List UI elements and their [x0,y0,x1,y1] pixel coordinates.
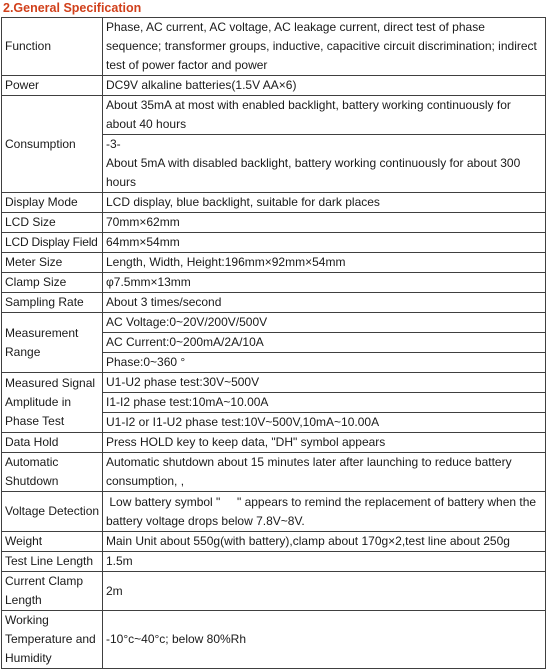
table-row [2,373,546,393]
spec-label: Consumption [2,96,103,193]
spec-value: LCD display, blue backlight, suitable for dark places [103,193,546,213]
spec-label: Current Clamp Length [2,572,103,611]
spec-value: U1-U2 phase test:30V~500V [103,373,546,393]
spec-label: Sampling Rate [2,293,103,313]
spec-label: LCD Display Field [2,233,103,253]
spec-label: Measured Signal Amplitude in Phase Test [2,373,103,433]
table-row [2,96,546,135]
spec-value: AC Current:0~200mA/2A/10A [103,333,546,353]
spec-value: DC9V alkaline batteries(1.5V AA×6) [103,76,546,96]
table-row [2,193,546,213]
table-row [2,313,546,333]
spec-value: 2m [103,572,546,611]
table-row [2,253,546,273]
spec-value: Phase:0~360 ° [103,353,546,373]
spec-value: Press HOLD key to keep data, "DH" symbol appears [103,433,546,453]
table-row [2,18,546,76]
spec-label: Weight [2,532,103,552]
spec-label: Voltage Detection [2,492,103,532]
spec-value: -10°c~40°c; below 80%Rh [103,611,546,669]
table-row [2,492,546,532]
table-row [2,293,546,313]
table-row [2,233,546,253]
table-row [2,273,546,293]
spec-value: Length, Width, Height:196mm×92mm×54mm [103,253,546,273]
spec-value: φ7.5mm×13mm [103,273,546,293]
spec-value: Low battery symbol " " appears to remind the replacement of battery when the battery voltage drops below 7.8V~8V. [103,492,546,532]
spec-label: Clamp Size [2,273,103,293]
spec-label: Working Temperature and Humidity [2,611,103,669]
spec-value: U1-I2 or I1-U2 phase test:10V~500V,10mA~10.00A [103,413,546,433]
spec-label: Display Mode [2,193,103,213]
spec-value: I1-I2 phase test:10mA~10.00A [103,393,546,413]
specification-table [1,17,546,669]
table-row [2,552,546,572]
spec-label: Power [2,76,103,96]
spec-value: Phase, AC current, AC voltage, AC leakage current, direct test of phase sequence; transformer groups, inductive, capacitive circuit discrimination; indirect test of power factor and power [103,18,546,76]
spec-label: Test Line Length [2,552,103,572]
spec-value: 1.5m [103,552,546,572]
table-row [2,433,546,453]
table-row [2,453,546,492]
spec-value: 70mm×62mm [103,213,546,233]
spec-label: LCD Size [2,213,103,233]
table-row [2,76,546,96]
table-row [2,213,546,233]
table-row [2,611,546,669]
spec-value: -3- About 5mA with disabled backlight, battery working continuously for about 300 hours [103,135,546,193]
spec-label: Measurement Range [2,313,103,373]
spec-value: Automatic shutdown about 15 minutes later after launching to reduce battery consumption, , [103,453,546,492]
spec-value: 64mm×54mm [103,233,546,253]
spec-value: AC Voltage:0~20V/200V/500V [103,313,546,333]
spec-value: About 3 times/second [103,293,546,313]
spec-label: Automatic Shutdown [2,453,103,492]
spec-label: Function [2,18,103,76]
section-heading: 2.General Specification [3,1,142,15]
spec-value: Main Unit about 550g(with battery),clamp about 170g×2,test line about 250g [103,532,546,552]
spec-label: Data Hold [2,433,103,453]
table-row [2,532,546,552]
spec-label: Meter Size [2,253,103,273]
table-row [2,572,546,611]
spec-value: About 35mA at most with enabled backlight, battery working continuously for about 40 hours [103,96,546,135]
